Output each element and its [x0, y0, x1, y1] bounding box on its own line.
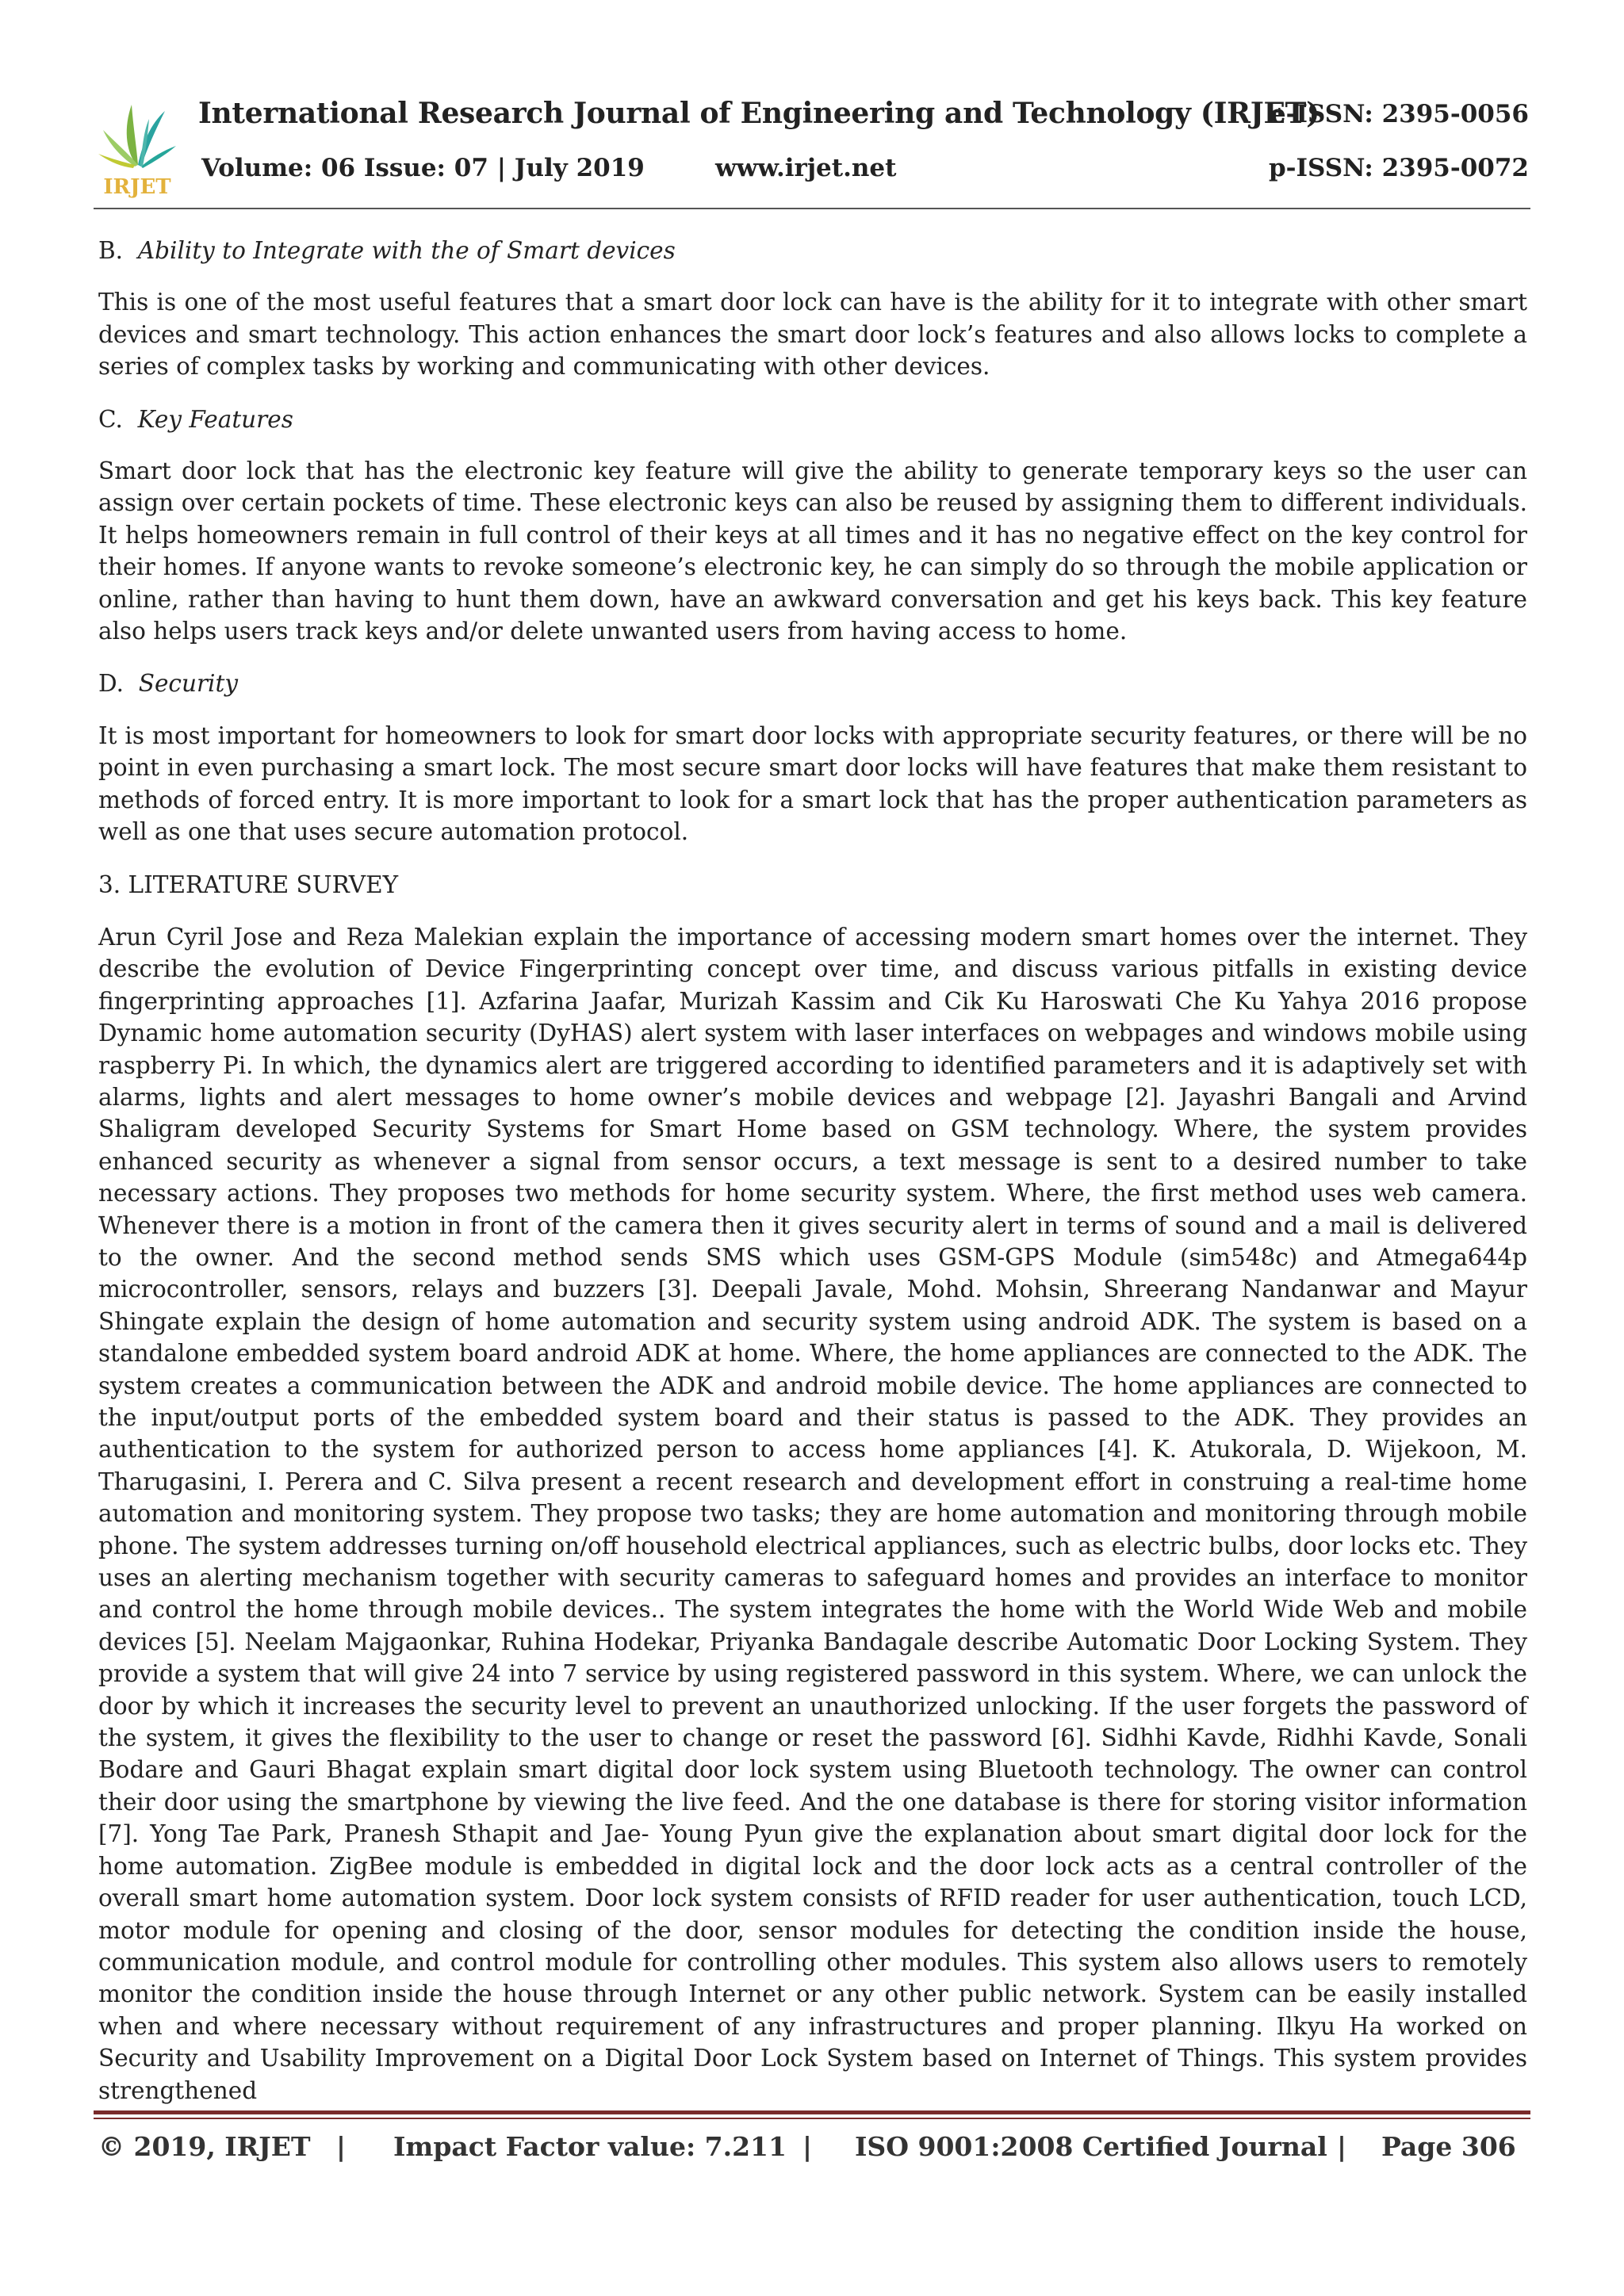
page-footer [98, 2131, 1526, 2172]
subsection-heading-d [98, 668, 1527, 699]
volume-issue: Volume: 06 Issue: 07 | July 2019 [201, 154, 645, 182]
subsection-title: Security [138, 670, 238, 698]
journal-title: International Research Journal of Engineering and Technology (IRJET) [198, 97, 1320, 130]
subsection-number: B. [98, 237, 124, 264]
paragraph-security: It is most important for homeowners to look for smart door locks with appropriate security features, or there will be no point in even purchasing a smart lock. The most secure smart door locks will have features that make them resistant to methods of forced entry. It is more important to look for a smart lock that has the proper authentication parameters as well as one that uses secure automation protocol. [98, 721, 1527, 846]
footer-divider [94, 2110, 1530, 2114]
subsection-number: D. [98, 670, 124, 698]
footer-copyright: © 2019, IRJET [98, 2131, 311, 2162]
footer-divider-thin [94, 2118, 1530, 2119]
e-issn: e-ISSN: 2395-0056 [1270, 100, 1529, 128]
paragraph-key-features: Smart door lock that has the electronic key feature will give the ability to generate temporary keys so the user can assign over certain pockets of time. These electronic keys can also be reused by assigning them to different individuals. It helps homeowners remain in full control of their keys at all times and it has no negative effect on the key control for their homes. If anyone wants to revoke someone’s electronic key, he can simply do so through the mobile application or online, rather than having to hunt them down, have an awkward conversation and get his keys back. This key feature also helps users track keys and/or delete unwanted users from having access to home. [98, 457, 1527, 645]
footer-impact-factor: Impact Factor value: 7.211 [393, 2131, 787, 2162]
page-header [94, 89, 1529, 208]
footer-iso-certification: ISO 9001:2008 Certified Journal [855, 2131, 1327, 2162]
p-issn: p-ISSN: 2395-0072 [1268, 154, 1529, 182]
footer-page-number: Page 306 [1381, 2131, 1516, 2162]
subsection-heading-b [98, 235, 1527, 266]
article-body [98, 235, 1527, 2127]
footer-separator: | [336, 2131, 347, 2162]
section-heading-literature-survey: 3. LITERATURE SURVEY [98, 871, 399, 898]
irjet-logo [94, 95, 181, 198]
irjet-logo-icon [94, 95, 181, 198]
subsection-number: C. [98, 405, 123, 433]
footer-separator: | [1337, 2131, 1347, 2162]
svg-text:IRJET: IRJET [103, 175, 171, 198]
subsection-title: Key Features [137, 405, 293, 433]
subsection-heading-c [98, 404, 1527, 435]
header-divider [94, 208, 1530, 209]
paragraph-integration: This is one of the most useful features that a smart door lock can have is the ability for it to integrate with other smart devices and smart technology. This action enhances the smart door lock’s features and also allows locks to complete a series of complex tasks by working and communicating with other devices. [98, 289, 1527, 381]
footer-separator: | [802, 2131, 813, 2162]
subsection-title: Ability to Integrate with the of Smart devices [137, 237, 676, 264]
paragraph-literature-survey: Arun Cyril Jose and Reza Malekian explain the importance of accessing modern smart homes over the internet. They describe the evolution of Device Fingerprinting concept over time, and discuss various pitfalls in existing device fingerprinting approaches [1]. Azfarina Jaafar, Murizah Kassim and Cik Ku Haroswati Che Ku Yahya 2016 propose Dynamic home automation security (DyHAS) alert system with laser interfaces on webpages and windows mobile using raspberry Pi. In which, the dynamics alert are triggered according to identified parameters and it is adaptively set with alarms, lights and alert messages to home owner’s mobile devices and webpage [2]. Jayashri Bangali and Arvind Shaligram developed Security Systems for Smart Home based on GSM technology. Where, the system provides enhanced security as whenever a signal from sensor occurs, a text message is sent to a desired number to take necessary actions. They proposes two methods for home security system. Where, the first method uses web camera. Whenever there is a motion in front of the camera then it gives security alert in terms of sound and a mail is delivered to the owner. And the second method sends SMS which uses GSM-GPS Module (sim548c) and Atmega644p microcontroller, sensors, relays and buzzers [3]. Deepali Javale, Mohd. Mohsin, Shreerang Nandanwar and Mayur Shingate explain the design of home automation and security system using android ADK. The system is based on a standalone embedded system board android ADK at home. Where, the home appliances are connected to the ADK. The system creates a communication between the ADK and android mobile device. The home appliances are connected to the input/output ports of the embedded system board and their status is passed to the ADK. They provides an authentication to the system for authorized person to access home appliances [4]. K. Atukorala, D. Wijekoon, M. Tharugasini, I. Perera and C. Silva present a recent research and development effort in construing a real-time home automation and monitoring system. They propose two tasks; they are home automation and monitoring through mobile phone. The system addresses turning on/off household electrical appliances, such as electric bulbs, door locks etc. They uses an alerting mechanism together with security cameras to safeguard homes and provides an interface to monitor and control the home through mobile devices.. The system integrates the home with the World Wide Web and mobile devices [5]. Neelam Majgaonkar, Ruhina Hodekar, Priyanka Bandagale describe Automatic Door Locking System. They provide a system that will give 24 into 7 service by using registered password in this system. Where, we can unlock the door by which it increases the security level to prevent an unauthorized unlocking. If the user forgets the password of the system, it gives the flexibility to the user to change or reset the password [6]. Sidhhi Kavde, Ridhhi Kavde, Sonali Bodare and Gauri Bhagat explain smart digital door lock system using Bluetooth technology. The owner can control their door using the smartphone by viewing the live feed. And the one database is there for storing visitor information [7]. Yong Tae Park, Pranesh Sthapit and Jae- Young Pyun give the explanation about smart digital door lock for the home automation. ZigBee module is embedded in digital lock and the door lock acts as a central controller of the overall smart home automation system. Door lock system consists of RFID reader for user authentication, touch LCD, motor module for opening and closing of the door, sensor modules for detecting the condition inside the house, communication module, and control module for controlling other modules. This system also allows users to remotely monitor the condition inside the house through Internet or any other public network. System can be easily installed when and where necessary without requirement of any infrastructures and proper planning. Ilkyu Ha worked on Security and Usability Improvement on a Digital Door Lock System based on Internet of Things. This system provides strengthened [98, 923, 1527, 2104]
journal-website-link[interactable]: www.irjet.net [715, 154, 897, 182]
